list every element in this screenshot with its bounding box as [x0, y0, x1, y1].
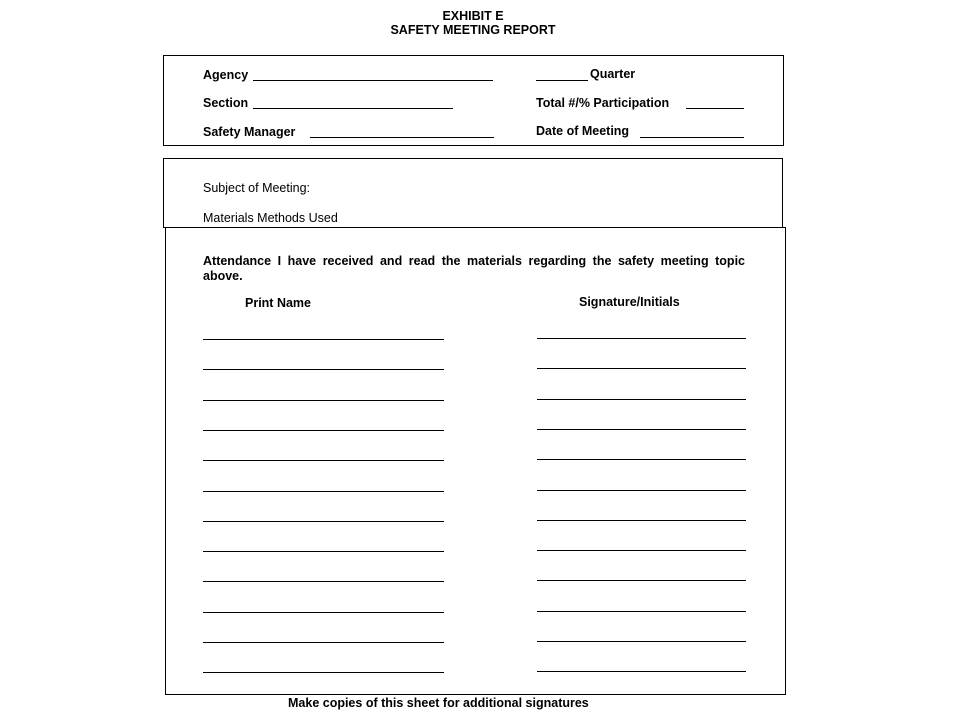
- print-name-line[interactable]: [203, 430, 444, 431]
- signature-line[interactable]: [537, 399, 746, 400]
- signature-line[interactable]: [537, 520, 746, 521]
- participation-field[interactable]: [686, 108, 744, 109]
- signature-line[interactable]: [537, 429, 746, 430]
- print-name-line[interactable]: [203, 369, 444, 370]
- page-title: SAFETY MEETING REPORT: [390, 23, 556, 37]
- print-name-line[interactable]: [203, 339, 444, 340]
- subject-label: Subject of Meeting:: [203, 181, 311, 195]
- quarter-label: Quarter: [590, 67, 636, 81]
- date-of-meeting-label: Date of Meeting: [536, 124, 630, 138]
- signature-line[interactable]: [537, 611, 746, 612]
- print-name-line[interactable]: [203, 612, 444, 613]
- print-name-line[interactable]: [203, 400, 444, 401]
- print-name-line[interactable]: [203, 521, 444, 522]
- safety-manager-label: Safety Manager: [203, 125, 296, 139]
- print-name-line[interactable]: [203, 460, 444, 461]
- section-label: Section: [203, 96, 249, 110]
- signature-header: Signature/Initials: [579, 295, 680, 309]
- quarter-field[interactable]: [536, 80, 588, 81]
- signature-line[interactable]: [537, 338, 746, 339]
- signature-line[interactable]: [537, 368, 746, 369]
- print-name-header: Print Name: [245, 296, 311, 310]
- print-name-line[interactable]: [203, 672, 444, 673]
- attendance-statement: Attendance I have received and read the materials regarding the safety meeting topic above.: [203, 254, 745, 283]
- signature-line[interactable]: [537, 671, 746, 672]
- signature-line[interactable]: [537, 490, 746, 491]
- exhibit-label: EXHIBIT E: [442, 9, 504, 23]
- signature-line[interactable]: [537, 550, 746, 551]
- agency-label: Agency: [203, 68, 249, 82]
- safety-manager-field[interactable]: [310, 137, 494, 138]
- agency-field[interactable]: [253, 80, 493, 81]
- date-of-meeting-field[interactable]: [640, 137, 744, 138]
- signature-line[interactable]: [537, 580, 746, 581]
- section-field[interactable]: [253, 108, 453, 109]
- materials-label: Materials Methods Used: [203, 211, 338, 225]
- signature-line[interactable]: [537, 459, 746, 460]
- footer-note: Make copies of this sheet for additional signatures: [288, 696, 589, 710]
- signature-line[interactable]: [537, 641, 746, 642]
- print-name-line[interactable]: [203, 642, 444, 643]
- print-name-line[interactable]: [203, 551, 444, 552]
- participation-label: Total #/% Participation: [536, 96, 670, 110]
- print-name-line[interactable]: [203, 491, 444, 492]
- print-name-line[interactable]: [203, 581, 444, 582]
